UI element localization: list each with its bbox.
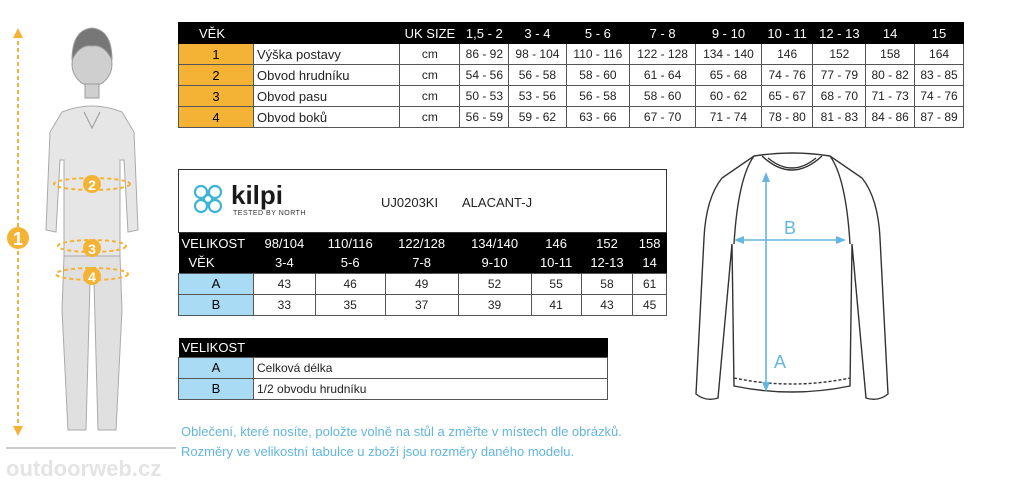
cell: 152 (813, 44, 866, 65)
label-hips: 4 (88, 269, 96, 285)
size-table-age (178, 22, 964, 128)
table2-age-row (179, 253, 667, 273)
cell: 55 (531, 273, 581, 294)
row-index: B (179, 378, 254, 399)
cell: 53 - 56 (509, 86, 566, 107)
row-unit: cm (400, 65, 460, 86)
table-row (179, 44, 964, 65)
size-col: 5 - 6 (566, 23, 630, 44)
age-col: 7-8 (385, 253, 458, 273)
row-index: A (179, 357, 254, 378)
cell: 46 (315, 273, 385, 294)
cell: 86 - 92 (460, 44, 509, 65)
cell: 61 - 64 (630, 65, 696, 86)
row-label: Výška postavy (254, 44, 400, 65)
cell: 61 (633, 273, 667, 294)
row-label: Obvod boků (254, 107, 400, 128)
size-col: 15 (915, 23, 964, 44)
cell: 49 (385, 273, 458, 294)
cell: 56 - 59 (460, 107, 509, 128)
cell: 71 - 73 (866, 86, 915, 107)
age-col: 9-10 (458, 253, 531, 273)
cell: 58 - 60 (566, 65, 630, 86)
table3-header: VELIKOST (179, 338, 608, 357)
cell: 74 - 76 (761, 65, 813, 86)
cell: 43 (581, 294, 633, 315)
cell: 63 - 66 (566, 107, 630, 128)
row-desc: Celková délka (254, 357, 608, 378)
table-row (179, 357, 608, 378)
cell: 52 (458, 273, 531, 294)
table1-corner: VĚK (179, 23, 400, 44)
row-unit: cm (400, 86, 460, 107)
measurement-legend-table (178, 338, 608, 400)
table-row (179, 378, 608, 399)
table2-vek-label: VĚK (179, 253, 254, 273)
cell: 122 - 128 (630, 44, 696, 65)
cell: 45 (633, 294, 667, 315)
size-col: 158 (633, 233, 667, 253)
cell: 35 (315, 294, 385, 315)
label-chest: 2 (88, 177, 96, 193)
table1-header-row (179, 23, 964, 44)
size-col: 10 - 11 (761, 23, 813, 44)
size-col: 134/140 (458, 233, 531, 253)
age-col: 10-11 (531, 253, 581, 273)
size-col: 98/104 (254, 233, 316, 253)
cell: 77 - 79 (813, 65, 866, 86)
size-col: 12 - 13 (813, 23, 866, 44)
cell: 33 (254, 294, 316, 315)
cell: 164 (915, 44, 964, 65)
cell: 58 (581, 273, 633, 294)
shirt-diagram (694, 148, 890, 410)
shirt-label-a: A (774, 352, 787, 372)
label-height: 1 (12, 229, 24, 249)
note-line-2: Rozměry ve velikostní tabulce u zboží jsou rozměry daného modelu. (181, 444, 575, 459)
kilpi-logo-icon (187, 178, 229, 220)
table-row (179, 107, 964, 128)
table-row (179, 86, 964, 107)
cell: 110 - 116 (566, 44, 630, 65)
size-col: 146 (531, 233, 581, 253)
cell: 83 - 85 (915, 65, 964, 86)
table-row (179, 294, 667, 315)
cell: 78 - 80 (761, 107, 813, 128)
cell: 134 - 140 (696, 44, 762, 65)
child-figure (0, 20, 180, 460)
age-col: 3-4 (254, 253, 316, 273)
product-model: ALACANT-J (462, 195, 533, 210)
cell: 43 (254, 273, 316, 294)
table-row (179, 65, 964, 86)
size-col: 122/128 (385, 233, 458, 253)
cell: 68 - 70 (813, 86, 866, 107)
cell: 65 - 67 (761, 86, 813, 107)
cell: 84 - 86 (866, 107, 915, 128)
size-col: 3 - 4 (509, 23, 566, 44)
row-label: Obvod pasu (254, 86, 400, 107)
cell: 56 - 58 (509, 65, 566, 86)
row-unit: cm (400, 44, 460, 65)
table2-velikost-label: VELIKOST (179, 233, 254, 253)
row-unit: cm (400, 107, 460, 128)
age-col: 12-13 (581, 253, 633, 273)
cell: 41 (531, 294, 581, 315)
row-index: 3 (179, 86, 254, 107)
table3-header-row (179, 338, 608, 357)
cell: 71 - 74 (696, 107, 762, 128)
cell: 98 - 104 (509, 44, 566, 65)
cell: 87 - 89 (915, 107, 964, 128)
age-col: 5-6 (315, 253, 385, 273)
size-table-garment (178, 233, 667, 316)
row-label: Obvod hrudníku (254, 65, 400, 86)
cell: 146 (761, 44, 813, 65)
cell: 59 - 62 (509, 107, 566, 128)
cell: 67 - 70 (630, 107, 696, 128)
brand-name: kilpi (231, 180, 284, 210)
table2-size-row (179, 233, 667, 253)
size-col: 1,5 - 2 (460, 23, 509, 44)
cell: 74 - 76 (915, 86, 964, 107)
table1-uk-size: UK SIZE (400, 23, 460, 44)
size-col: 7 - 8 (630, 23, 696, 44)
size-col: 9 - 10 (696, 23, 762, 44)
watermark: outdoorweb.cz (6, 456, 162, 481)
cell: 80 - 82 (866, 65, 915, 86)
product-code: UJ0203KI (381, 195, 439, 210)
cell: 56 - 58 (566, 86, 630, 107)
label-waist: 3 (88, 241, 96, 257)
brand-tagline: TESTED BY NORTH (233, 210, 306, 217)
shirt-label-b: B (784, 218, 797, 238)
note-line-1: Oblečení, které nosíte, položte volně na stůl a změřte v místech dle obrázků. (181, 424, 622, 439)
row-index: A (179, 273, 254, 294)
row-index: 4 (179, 107, 254, 128)
cell: 81 - 83 (813, 107, 866, 128)
cell: 39 (458, 294, 531, 315)
row-index: B (179, 294, 254, 315)
cell: 54 - 56 (460, 65, 509, 86)
row-index: 1 (179, 44, 254, 65)
cell: 158 (866, 44, 915, 65)
row-index: 2 (179, 65, 254, 86)
size-col: 14 (866, 23, 915, 44)
cell: 60 - 62 (696, 86, 762, 107)
cell: 37 (385, 294, 458, 315)
cell: 50 - 53 (460, 86, 509, 107)
row-desc: 1/2 obvodu hrudníku (254, 378, 608, 399)
size-col: 110/116 (315, 233, 385, 253)
cell: 65 - 68 (696, 65, 762, 86)
table-row (179, 273, 667, 294)
age-col: 14 (633, 253, 667, 273)
cell: 58 - 60 (630, 86, 696, 107)
size-col: 152 (581, 233, 633, 253)
